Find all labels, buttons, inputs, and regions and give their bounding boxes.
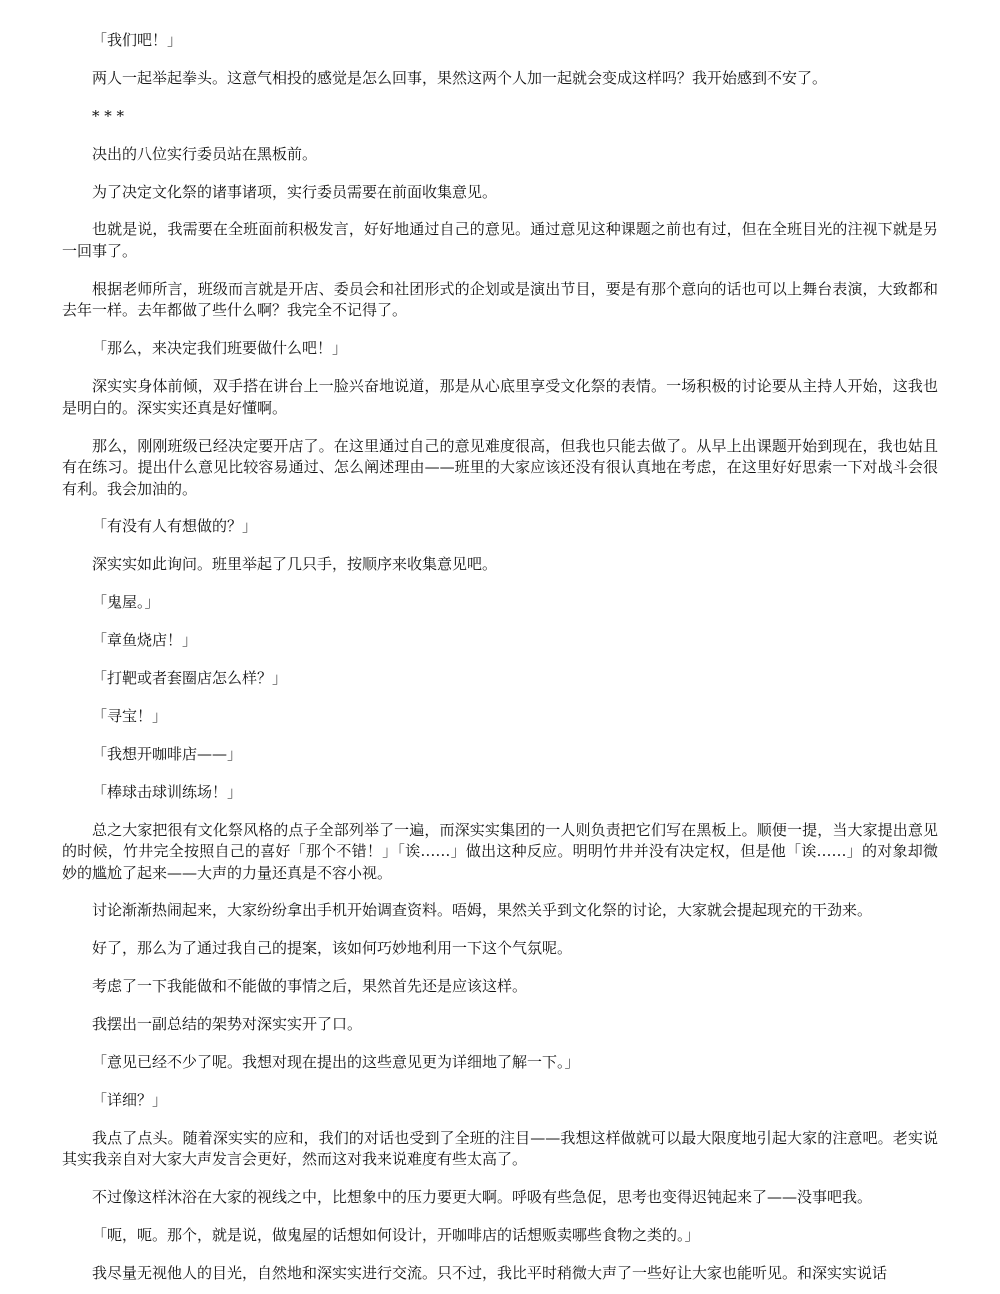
paragraph: 我尽量无视他人的目光，自然地和深实实进行交流。只不过，我比平时稍微大声了一些好让大家也能听见。和深实实说话 [92,1263,888,1282]
dialogue-line: 「我想开咖啡店——」 [92,744,243,763]
paragraph: 我摆出一副总结的架势对深实实开了口。 [92,1015,363,1034]
paragraph: 深实实身体前倾，双手搭在讲台上一脸兴奋地说道，那是从心底里享受文化祭的表情。一场积极的讨论要从主持人开始，这我也是明白的。深实实还真是好懂啊。 [62,377,938,417]
paragraph: 那么，刚刚班级已经决定要开店了。在这里通过自己的意见难度很高，但我也只能去做了。从早上出课题开始到现在，我也姑且有在练习。提出什么意见比较容易通过、怎么阐述理由——班里的大家应该还没有很认真地在考虑，在这里好好思索一下对战斗会很有利。我会加油的。 [62,436,938,498]
dialogue-line: 「详细？」 [92,1090,168,1109]
dialogue-line: 「有没有人有想做的？」 [92,517,258,536]
dialogue-line: 「打靶或者套圈店怎么样？」 [92,668,288,687]
paragraph: 不过像这样沐浴在大家的视线之中，比想象中的压力要更大啊。呼吸有些急促，思考也变得迟钝起来了——没事吧我。 [92,1188,873,1207]
paragraph: 总之大家把很有文化祭风格的点子全部列举了一遍，而深实实集团的一人则负责把它们写在黑板上。顺便一提，当大家提出意见的时候，竹井完全按照自己的喜好「那个不错！」「诶……」做出这种反应。明明竹井并没有决定权，但是他「诶……」的对象却微妙的尴尬了起来——大声的力量还真是不容小视。 [62,820,938,882]
paragraph: 根据老师所言，班级而言就是开店、委员会和社团形式的企划或是演出节目，要是有那个意向的话也可以上舞台表演，大致都和去年一样。去年都做了些什么啊？我完全不记得了。 [62,279,938,320]
dialogue-line: 「寻宝！」 [92,706,168,725]
paragraph: 我点了点头。随着深实实的应和，我们的对话也受到了全班的注目——我想这样做就可以最大限度地引起大家的注意吧。老实说其实我亲自对大家大声发言会更好，然而这对我来说难度有些太高了。 [62,1128,938,1169]
dialogue-line: 「鬼屋。」 [92,593,160,612]
paragraph: 决出的八位实行委员站在黑板前。 [92,144,318,163]
paragraph: 讨论渐渐热闹起来，大家纷纷拿出手机开始调查资料。唔姆，果然关乎到文化祭的讨论，大家就会提起现充的干劲来。 [92,901,873,920]
dialogue-line: 「那么，来决定我们班要做什么吧！」 [92,339,348,358]
paragraph: 也就是说，我需要在全班面前积极发言，好好地通过自己的意见。通过意见这种课题之前也有过，但在全班目光的注视下就是另一回事了。 [62,220,938,260]
paragraph: 两人一起举起拳头。这意气相投的感觉是怎么回事，果然这两个人加一起就会变成这样吗？我开始感到不安了。 [92,68,828,87]
paragraph: 好了，那么为了通过我自己的提案，该如何巧妙地利用一下这个气氛呢。 [92,939,573,958]
paragraph: 考虑了一下我能做和不能做的事情之后，果然首先还是应该这样。 [92,977,528,996]
paragraph: 深实实如此询问。班里举起了几只手，按顺序来收集意见吧。 [92,555,498,574]
dialogue-line: 「意见已经不少了呢。我想对现在提出的这些意见更为详细地了解一下。」 [92,1052,580,1071]
paragraph: 为了决定文化祭的诸事诸项，实行委员需要在前面收集意见。 [92,182,498,201]
scene-break: * * * [92,106,125,125]
dialogue-line: 「呃，呃。那个，就是说，做鬼屋的话想如何设计，开咖啡店的话想贩卖哪些食物之类的。」 [92,1226,700,1245]
paragraph: 「我们吧！」 [92,31,183,49]
document-page [62,30,938,1284]
dialogue-line: 「棒球击球训练场！」 [92,782,243,801]
dialogue-line: 「章鱼烧店！」 [92,631,198,650]
